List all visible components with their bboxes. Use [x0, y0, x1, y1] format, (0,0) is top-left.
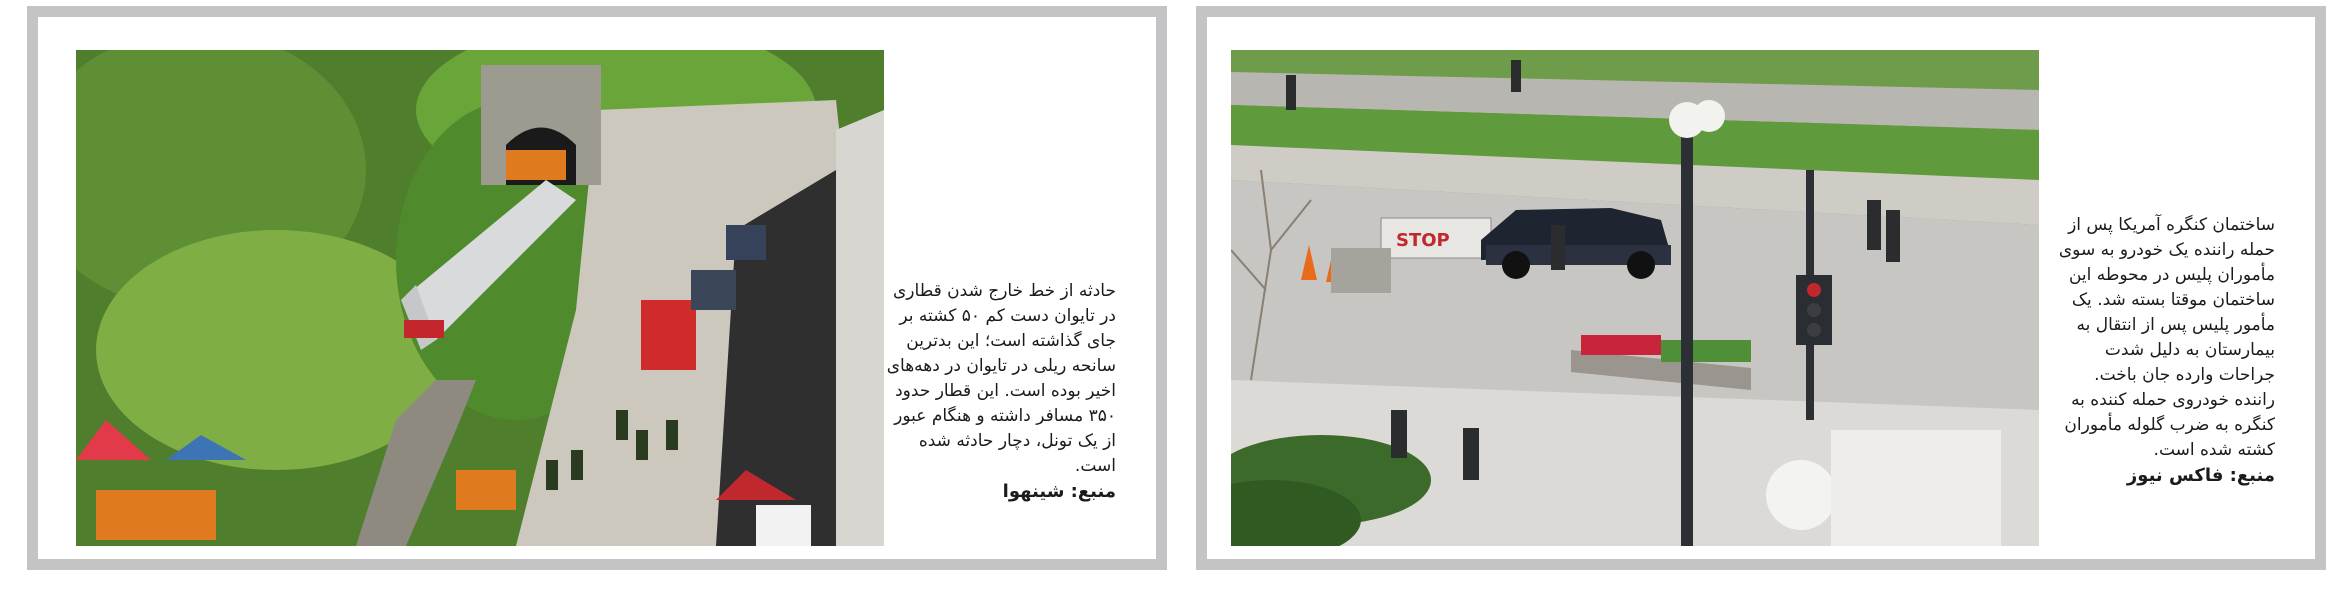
taiwan-train-photo [76, 50, 884, 546]
news-panel-capitol [1196, 6, 2326, 570]
news-panel-taiwan [27, 6, 1167, 570]
taiwan-source: منبع: شینهوا [1002, 481, 1116, 502]
taiwan-caption [876, 279, 1116, 504]
capitol-source: منبع: فاکس نیوز [2126, 465, 2275, 486]
capitol-caption [2055, 213, 2275, 488]
capitol-attack-photo [1231, 50, 2039, 546]
svg-text:STOP: STOP [1396, 230, 1450, 251]
taiwan-caption-text: حادثه از خط خارج شدن قطاری در تایوان دست کم ۵۰ کشته بر جای گذاشته است؛ این بدترین سانحه ریلی در تایوان در دهه‌های اخیر بوده است. این قطار حدود ۳۵۰ مسافر داشته و هنگام عبور از یک تونل، دچار حادثه شده است. [886, 281, 1116, 476]
capitol-caption-text: ساختمان کنگره آمریکا پس از حمله راننده یک خودرو به سوی مأموران پلیس در محوطه این ساختمان موقتا بسته شد. یک مأمور پلیس پس از انتقال به بیمارستان به دلیل شدت جراحات وارده جان باخت. راننده خودروی حمله کننده به کنگره به ضرب گلوله مأموران کشته شده است. [2058, 215, 2275, 460]
